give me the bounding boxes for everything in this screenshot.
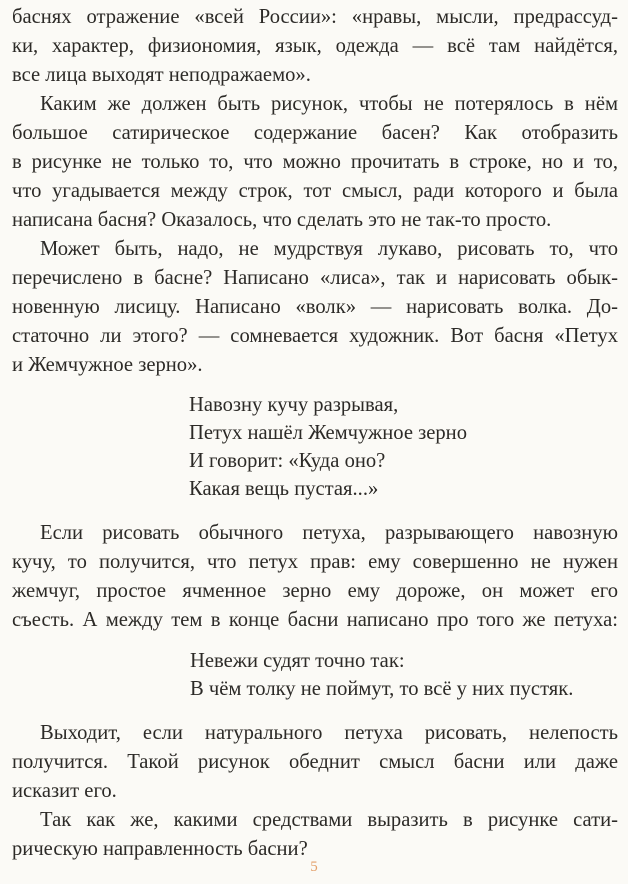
paragraph-4-line-2: кучу, то получится, что петух прав: ему совершенно не нужен bbox=[12, 551, 618, 573]
verse-1-line-3: И говорит: «Куда оно? bbox=[189, 450, 386, 472]
paragraph-6-line-2: рическую направленность басни? bbox=[12, 838, 308, 860]
paragraph-1-line-1: баснях отражение «всей России»: «нравы, мысли, предрассуд- bbox=[12, 6, 618, 28]
paragraph-3-line-1: Может быть, надо, не мудрствуя лукаво, рисовать то, что bbox=[40, 238, 618, 260]
page-number: 5 bbox=[310, 859, 318, 875]
paragraph-4-line-1: Если рисовать обычного петуха, разрывающего навозную bbox=[40, 522, 618, 544]
verse-1-line-2: Петух нашёл Жемчужное зерно bbox=[189, 422, 468, 444]
paragraph-5-line-1: Выходит, если натурального петуха рисовать, нелепость bbox=[40, 722, 618, 744]
verse-1-line-4: Какая вещь пустая...» bbox=[189, 478, 379, 500]
verse-2-line-1: Невежи судят точно так: bbox=[190, 650, 405, 672]
paragraph-6-line-1: Так как же, какими средствами выразить в рисунке сати- bbox=[40, 809, 618, 831]
verse-1-line-1: Навозну кучу разрывая, bbox=[189, 394, 399, 416]
paragraph-3-line-3: новенную лисицу. Написано «волк» — нарисовать волка. До- bbox=[12, 296, 618, 318]
paragraph-3-line-5: и Жемчужное зерно». bbox=[12, 354, 203, 376]
paragraph-3-line-2: перечислено в басне? Написано «лиса», так и нарисовать обык- bbox=[12, 267, 618, 289]
paragraph-2-line-3: в рисунке не только то, что можно прочитать в строке, но и то, bbox=[12, 151, 618, 173]
paragraph-2-line-5: написана басня? Оказалось, что сделать это не так-то просто. bbox=[12, 209, 552, 231]
verse-2-line-2: В чём толку не поймут, то всё у них пустяк. bbox=[190, 678, 574, 700]
paragraph-1-line-2: ки, характер, физиономия, язык, одежда — всё там найдётся, bbox=[12, 35, 618, 57]
paragraph-2-line-2: большое сатирическое содержание басен? Как отобразить bbox=[12, 122, 618, 144]
paragraph-1-line-3: все лица выходят неподражаемо». bbox=[12, 64, 311, 86]
paragraph-5-line-3: исказит его. bbox=[12, 780, 117, 802]
paragraph-4-line-3: жемчуг, простое ячменное зерно ему дороже, он может его bbox=[12, 580, 618, 602]
paragraph-2-line-4: что угадывается между строк, тот смысл, ради которого и была bbox=[12, 180, 618, 202]
paragraph-5-line-2: получится. Такой рисунок обеднит смысл басни или даже bbox=[12, 751, 618, 773]
paragraph-3-line-4: статочно ли этого? — сомневается художник. Вот басня «Петух bbox=[12, 325, 618, 347]
paragraph-2-line-1: Каким же должен быть рисунок, чтобы не потерялось в нём bbox=[40, 93, 618, 115]
paragraph-4-line-4: съесть. А между тем в конце басни написано про того же петуха: bbox=[12, 609, 618, 631]
